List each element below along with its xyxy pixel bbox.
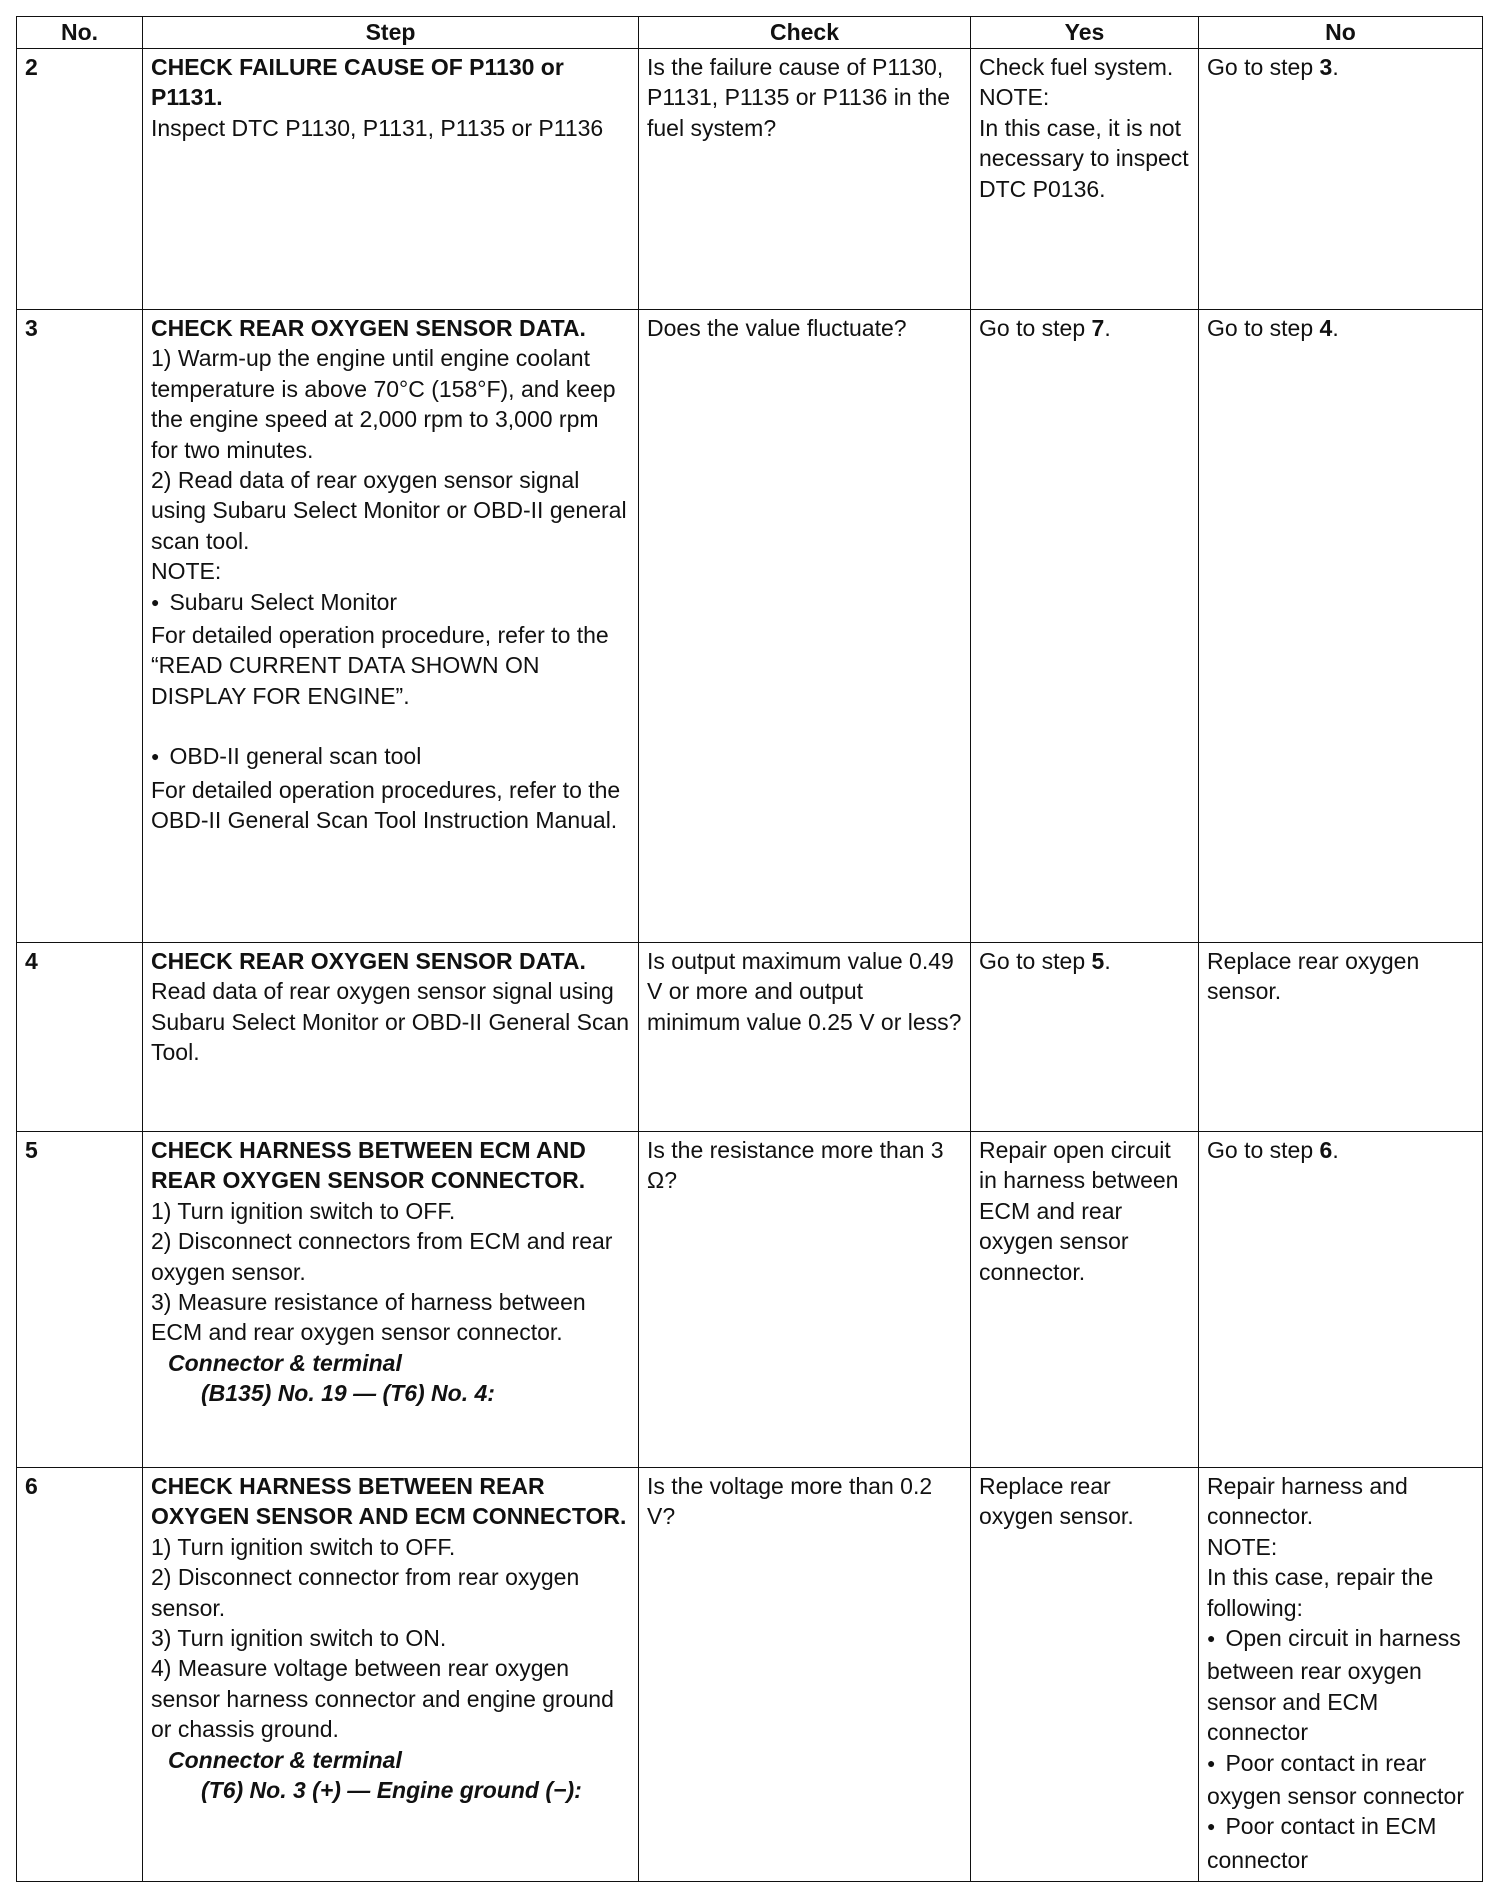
table-row [17, 1132, 1483, 1468]
cell-text: 1) Turn ignition switch to OFF. [151, 1197, 456, 1224]
yes-cell [971, 1132, 1199, 1468]
header-no: No. [17, 17, 143, 49]
goto-step-text: Go to step 5. [979, 948, 1111, 974]
cell-text: In this case, repair the following: [1207, 1564, 1434, 1621]
bullet-item: ● OBD-II general scan tool [151, 741, 630, 774]
step-heading: CHECK REAR OXYGEN SENSOR DATA. [151, 315, 586, 341]
goto-label: Go to step [1207, 315, 1320, 341]
table-row [17, 49, 1483, 310]
no-cell [1199, 1468, 1483, 1882]
check-cell [639, 310, 971, 943]
cell-text: 2) Disconnect connectors from ECM and rear oxygen sensor. [151, 1228, 613, 1285]
header-yes: Yes [971, 17, 1199, 49]
cell-text: Is the voltage more than 0.2 V? [647, 1473, 933, 1530]
step-number-cell: 5 [17, 1132, 143, 1468]
cell-text: NOTE: [979, 84, 1050, 111]
connector-terminal-value: (B135) No. 19 — (T6) No. 4: [201, 1380, 495, 1407]
spacer [151, 711, 630, 741]
step-number: 7 [1091, 315, 1105, 341]
yes-cell [971, 49, 1199, 310]
cell-text: 1) Warm-up the engine until engine coolant temperature is above 70°C (158°F), and keep the engine speed at 2,000 rpm to 3,000 rpm for two minutes. [151, 345, 616, 463]
cell-text: 4) Measure voltage between rear oxygen sensor harness connector and engine ground or chassis ground. [151, 1655, 614, 1743]
goto-step-text: Go to step 3. [1207, 54, 1339, 80]
check-cell [639, 1132, 971, 1468]
header-check: Check [639, 17, 971, 49]
cell-text: Replace rear oxygen sensor. [979, 1473, 1134, 1530]
no-cell [1199, 310, 1483, 943]
no-cell [1199, 943, 1483, 1132]
diagnostic-table [16, 16, 1483, 1882]
bullet-item: ● Open circuit in harness between rear oxygen sensor and ECM connector [1207, 1623, 1474, 1748]
table-row [17, 943, 1483, 1132]
no-cell [1199, 1132, 1483, 1468]
step-number: 5 [1091, 948, 1105, 974]
cell-text: Repair harness and connector. [1207, 1473, 1408, 1530]
step-number-cell: 6 [17, 1468, 143, 1882]
cell-text: 2) Disconnect connector from rear oxygen sensor. [151, 1564, 580, 1621]
step-cell [143, 49, 639, 310]
step-heading: CHECK HARNESS BETWEEN ECM AND REAR OXYGEN SENSOR CONNECTOR. [151, 1137, 586, 1194]
cell-text: For detailed operation procedure, refer to the “READ CURRENT DATA SHOWN ON DISPLAY FOR ENGINE”. [151, 622, 609, 709]
bullet-item: ● Poor contact in rear oxygen sensor connector [1207, 1748, 1474, 1812]
table-body [17, 49, 1483, 1882]
cell-text: 3) Turn ignition switch to ON. [151, 1625, 447, 1652]
cell-text: Repair open circuit in harness between ECM and rear oxygen sensor connector. [979, 1137, 1179, 1285]
step-cell [143, 943, 639, 1132]
table-row [17, 310, 1483, 943]
table-row [17, 1468, 1483, 1882]
step-cell [143, 310, 639, 943]
cell-text: Does the value fluctuate? [647, 315, 907, 341]
bullet-item: ● Subaru Select Monitor [151, 587, 630, 620]
cell-text: Is the resistance more than 3 Ω? [647, 1137, 944, 1194]
connector-terminal-label: Connector & terminal [168, 1349, 402, 1376]
step-number: 4 [1319, 315, 1333, 341]
goto-label: Go to step [979, 948, 1092, 974]
cell-text: In this case, it is not necessary to inspect DTC P0136. [979, 114, 1189, 202]
step-heading: CHECK HARNESS BETWEEN REAR OXYGEN SENSOR AND ECM CONNECTOR. [151, 1473, 627, 1530]
connector-terminal-value: (T6) No. 3 (+) — Engine ground (−): [201, 1777, 582, 1804]
header-step: Step [143, 17, 639, 49]
step-heading: CHECK FAILURE CAUSE OF P1130 or P1131. [151, 54, 564, 111]
header-row [17, 17, 1483, 49]
cell-text: 1) Turn ignition switch to OFF. [151, 1533, 456, 1560]
goto-step-text: Go to step 6. [1207, 1137, 1339, 1163]
step-number-cell: 3 [17, 310, 143, 943]
cell-text: 2) Read data of rear oxygen sensor signal using Subaru Select Monitor or OBD-II general scan tool. [151, 467, 627, 554]
check-cell [639, 943, 971, 1132]
connector-terminal-label: Connector & terminal [168, 1746, 402, 1773]
step-number: 6 [1319, 1137, 1333, 1163]
cell-text: NOTE: [1207, 1533, 1278, 1560]
step-number-cell: 2 [17, 49, 143, 310]
bullet-item: ● Poor contact in ECM connector [1207, 1811, 1474, 1875]
step-number: 3 [1319, 54, 1333, 80]
yes-cell [971, 310, 1199, 943]
header-no-result: No [1199, 17, 1483, 49]
cell-text: Inspect DTC P1130, P1131, P1135 or P1136 [151, 114, 604, 141]
cell-text: Read data of rear oxygen sensor signal using Subaru Select Monitor or OBD-II General Scan Tool. [151, 978, 630, 1066]
goto-step-text: Go to step 4. [1207, 315, 1339, 341]
cell-text: Is output maximum value 0.49 V or more and output minimum value 0.25 V or less? [647, 948, 962, 1035]
no-cell [1199, 49, 1483, 310]
cell-text: For detailed operation procedures, refer to the OBD-II General Scan Tool Instruction Manual. [151, 776, 621, 834]
goto-label: Go to step [1207, 1137, 1320, 1163]
step-heading: CHECK REAR OXYGEN SENSOR DATA. [151, 948, 586, 974]
check-cell [639, 49, 971, 310]
goto-step-text: Go to step 7. [979, 315, 1111, 341]
step-cell [143, 1468, 639, 1882]
yes-cell [971, 1468, 1199, 1882]
cell-text: 3) Measure resistance of harness between ECM and rear oxygen sensor connector. [151, 1289, 586, 1346]
goto-label: Go to step [1207, 54, 1320, 80]
step-cell [143, 1132, 639, 1468]
step-number-cell: 4 [17, 943, 143, 1132]
yes-cell [971, 943, 1199, 1132]
goto-label: Go to step [979, 315, 1092, 341]
cell-text: Check fuel system. [979, 54, 1174, 80]
cell-text: NOTE: [151, 558, 222, 585]
cell-text: Replace rear oxygen sensor. [1207, 948, 1420, 1005]
check-cell [639, 1468, 971, 1882]
cell-text: Is the failure cause of P1130, P1131, P1135 or P1136 in the fuel system? [647, 54, 951, 141]
